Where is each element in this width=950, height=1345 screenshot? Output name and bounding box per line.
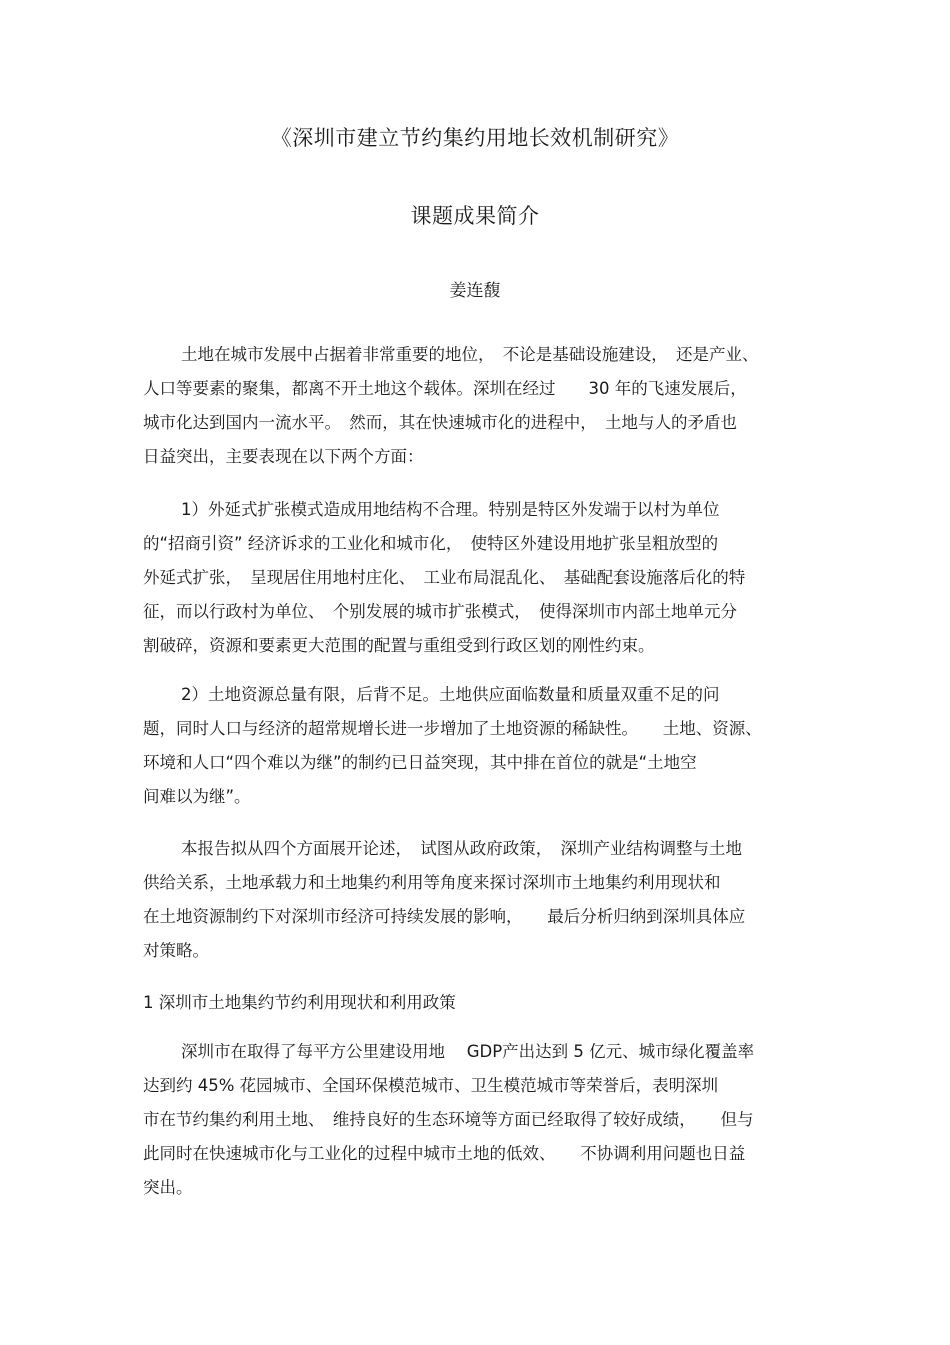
- paragraph-line: 土地在城市发展中占据着非常重要的地位， 不论是基础设施建设， 还是产业、: [181, 345, 759, 364]
- document-title: 《深圳市建立节约集约用地长效机制研究》: [270, 126, 680, 150]
- author-name: 姜连馥: [449, 281, 501, 301]
- paragraph-line: 的“招商引资” 经济诉求的工业化和城市化， 使特区外建设用地扩张呈粗放型的: [143, 534, 719, 553]
- paragraph-line: 外延式扩张， 呈现居住用地村庄化、 工业布局混乱化、 基础配套设施落后化的特: [143, 568, 746, 587]
- paragraph-intro: [143, 338, 815, 474]
- document-subtitle: 课题成果简介: [410, 204, 540, 228]
- paragraph-status: [143, 1035, 815, 1205]
- paragraph-line: 人口等要素的聚集，都离不开土地这个载体。深圳在经过 30 年的飞速发展后，: [143, 379, 747, 398]
- paragraph-line: 市在节约集约利用土地、 维持良好的生态环境等方面已经取得了较好成绩， 但与: [143, 1110, 754, 1129]
- paragraph-line: 突出。: [143, 1178, 193, 1197]
- paragraph-line: 环境和人口“四个难以为继”的制约已日益突现，其中排在首位的就是“土地空: [143, 753, 697, 772]
- section-heading: 1 深圳市土地集约节约利用现状和利用政策: [143, 993, 456, 1012]
- paragraph-line: 日益突出，主要表现在以下两个方面：: [143, 447, 424, 466]
- paragraph-line: 2）土地资源总量有限，后背不足。土地供应面临数量和质量双重不足的问: [181, 685, 720, 704]
- paragraph-point-2: [143, 678, 815, 814]
- paragraph-line: 题，同时人口与经济的超常规增长进一步增加了土地资源的稀缺性。 土地、资源、: [143, 719, 762, 738]
- paragraph-line: 征，而以行政村为单位、 个别发展的城市扩张模式， 使得深圳市内部土地单元分: [143, 602, 737, 621]
- paragraph-line: 1）外延式扩张模式造成用地结构不合理。特别是特区外发端于以村为单位: [181, 500, 720, 519]
- paragraph-report-outline: [143, 832, 815, 968]
- paragraph-line: 对策略。: [143, 941, 209, 960]
- paragraph-point-1: [143, 493, 815, 663]
- paragraph-line: 达到约 45% 花园城市、全国环保模范城市、卫生模范城市等荣誉后，表明深圳: [143, 1076, 719, 1095]
- paragraph-line: 本报告拟从四个方面展开论述， 试图从政府政策， 深圳产业结构调整与土地: [181, 839, 742, 858]
- paragraph-line: 深圳市在取得了每平方公里建设用地 GDP产出达到 5 亿元、城市绿化覆盖率: [181, 1042, 755, 1061]
- paragraph-line: 割破碎，资源和要素更大范围的配置与重组受到行政区划的刚性约束。: [143, 636, 655, 655]
- paragraph-line: 供给关系，土地承载力和土地集约利用等角度来探讨深圳市土地集约利用现状和: [143, 873, 721, 892]
- paragraph-line: 城市化达到国内一流水平。 然而，其在快速城市化的进程中， 土地与人的矛盾也: [143, 413, 737, 432]
- paragraph-line: 在土地资源制约下对深圳市经济可持续发展的影响， 最后分析归纳到深圳具体应: [143, 907, 746, 926]
- paragraph-line: 此同时在快速城市化与工业化的过程中城市土地的低效、 不协调利用问题也日益: [143, 1144, 746, 1163]
- paragraph-line: 间难以为继”。: [143, 787, 251, 806]
